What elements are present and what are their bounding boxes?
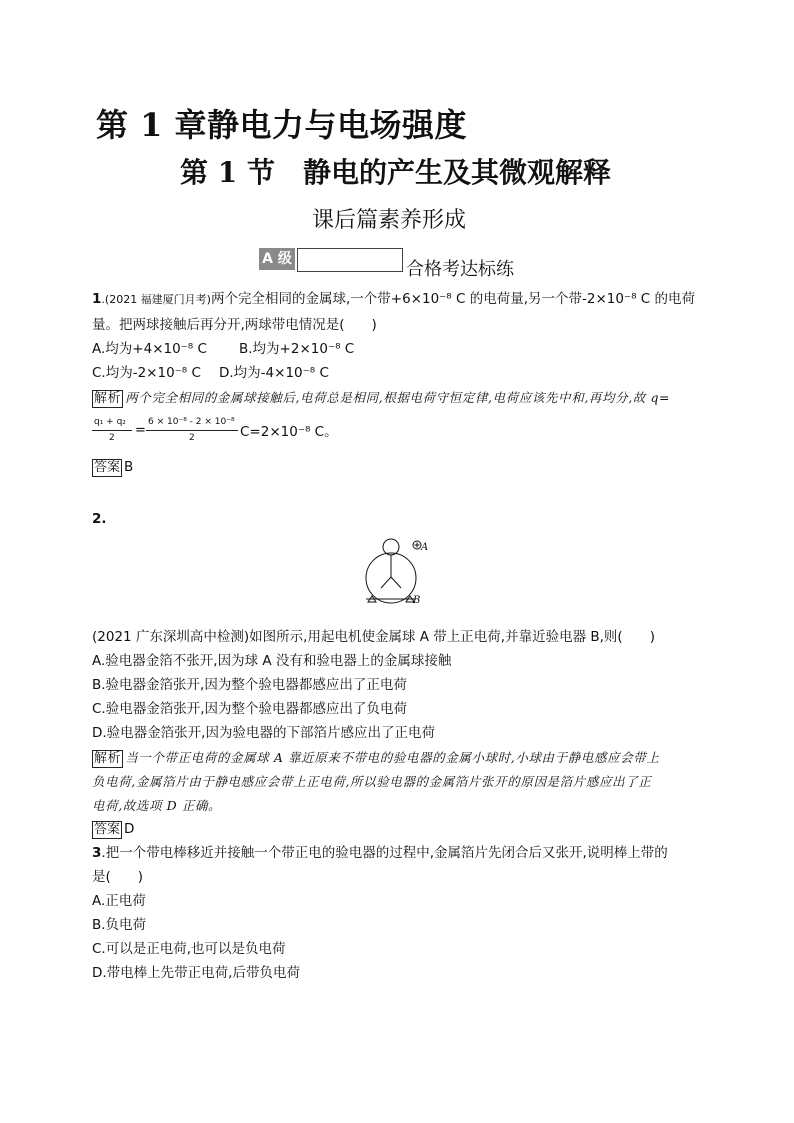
q3-stem-text1: .把一个带电棒移近并接触一个带正电的验电器的过程中,金属箔片先闭合后又张开,说明棒上带的 bbox=[101, 845, 668, 861]
level-blank-box bbox=[297, 248, 403, 272]
q3-option-a: A.正电荷 bbox=[92, 893, 146, 909]
level-title: 合格考达标练 bbox=[406, 259, 514, 280]
q1-answer: B bbox=[124, 459, 134, 475]
q2-option-a: A.验电器金箔不张开,因为球 A 没有和验电器上的金属球接触 bbox=[92, 653, 452, 669]
q2-analysis-tag: 解析 bbox=[94, 751, 122, 766]
q1-formula-tail: C=2×10⁻⁸ C。 bbox=[240, 424, 338, 440]
chapter-title: 第 1 章静电力与电场强度 bbox=[96, 106, 468, 144]
q3-stem-line2: 是( ) bbox=[92, 869, 144, 885]
q3-option-b: B.负电荷 bbox=[92, 917, 147, 933]
q2-option-d: D.验电器金箔张开,因为验电器的下部箔片感应出了正电荷 bbox=[92, 725, 435, 741]
q3-stem-line1 bbox=[92, 844, 668, 862]
q1-answer-line bbox=[92, 458, 133, 477]
q1-option-b: B.均为+2×10⁻⁸ C bbox=[239, 341, 355, 357]
q1-formula-bar1 bbox=[92, 430, 132, 431]
q2-answer-line bbox=[92, 820, 134, 839]
q1-stem-text1: 两个完全相同的金属球,一个带+6×10⁻⁸ C 的电荷量,另一个带-2×10⁻⁸ C 的电荷 bbox=[210, 291, 695, 307]
q2-number: 2. bbox=[92, 511, 107, 527]
q3-option-d: D.带电棒上先带正电荷,后带负电荷 bbox=[92, 965, 300, 981]
page-subtitle: 课后篇素养形成 bbox=[312, 208, 467, 233]
q2-option-c: C.验电器金箔张开,因为整个验电器都感应出了负电荷 bbox=[92, 701, 408, 717]
q1-formula-bar2 bbox=[146, 430, 238, 431]
figure-label-a: A bbox=[421, 542, 429, 553]
q1-formula-eq: = bbox=[135, 423, 146, 438]
section-title: 第 1 节 静电的产生及其微观解释 bbox=[180, 156, 611, 189]
q1-source: .(2021 福建厦门月考) bbox=[101, 293, 211, 306]
q2-option-b: B.验电器金箔张开,因为整个验电器都感应出了正电荷 bbox=[92, 677, 407, 693]
q1-analysis-text1: 两个完全相同的金属球接触后,电荷总是相同,根据电荷守恒定律,电荷应该先中和,再均分,故 q= bbox=[125, 390, 671, 405]
q1-answer-tag: 答案 bbox=[94, 460, 121, 475]
q1-formula-num2: 6 × 10⁻⁸ - 2 × 10⁻⁸ bbox=[148, 417, 235, 427]
q1-stem-line2: 量。把两球接触后再分开,两球带电情况是( ) bbox=[92, 317, 377, 333]
q1-analysis-tag: 解析 bbox=[94, 391, 122, 406]
q2-answer: D bbox=[124, 821, 135, 837]
q1-formula-num1: q₁ + q₂ bbox=[94, 417, 126, 427]
q1-option-d: D.均为-4×10⁻⁸ C bbox=[219, 365, 329, 381]
level-badge: A 级 bbox=[259, 248, 295, 270]
q1-formula-den1: 2 bbox=[109, 433, 115, 443]
figure-label-b: B bbox=[413, 595, 421, 606]
q2-analysis-text1: 当一个带正电荷的金属球 A 靠近原来不带电的验电器的金属小球时,小球由于静电感应会带上 bbox=[125, 750, 660, 765]
q1-formula-den2: 2 bbox=[189, 433, 195, 443]
q3-option-c: C.可以是正电荷,也可以是负电荷 bbox=[92, 941, 286, 957]
q2-analysis-line1 bbox=[92, 748, 659, 768]
q2-answer-tag: 答案 bbox=[94, 822, 121, 837]
q2-stem: (2021 广东深圳高中检测)如图所示,用起电机使金属球 A 带上正电荷,并靠近验电器 B,则( ) bbox=[92, 629, 655, 645]
q2-analysis-line3: 电荷,故选项 D 正确。 bbox=[92, 798, 222, 813]
q1-analysis-line1 bbox=[92, 388, 670, 408]
q3-number: 3 bbox=[92, 845, 102, 861]
q1-number: 1 bbox=[92, 291, 102, 307]
q1-option-a: A.均为+4×10⁻⁸ C bbox=[92, 341, 207, 357]
q2-analysis-line2: 负电荷,金属箔片由于静电感应会带上正电荷,所以验电器的金属箔片张开的原因是箔片感应出了正 bbox=[92, 774, 652, 789]
q1-stem-line1 bbox=[92, 290, 695, 309]
q1-option-c: C.均为-2×10⁻⁸ C bbox=[92, 365, 201, 381]
